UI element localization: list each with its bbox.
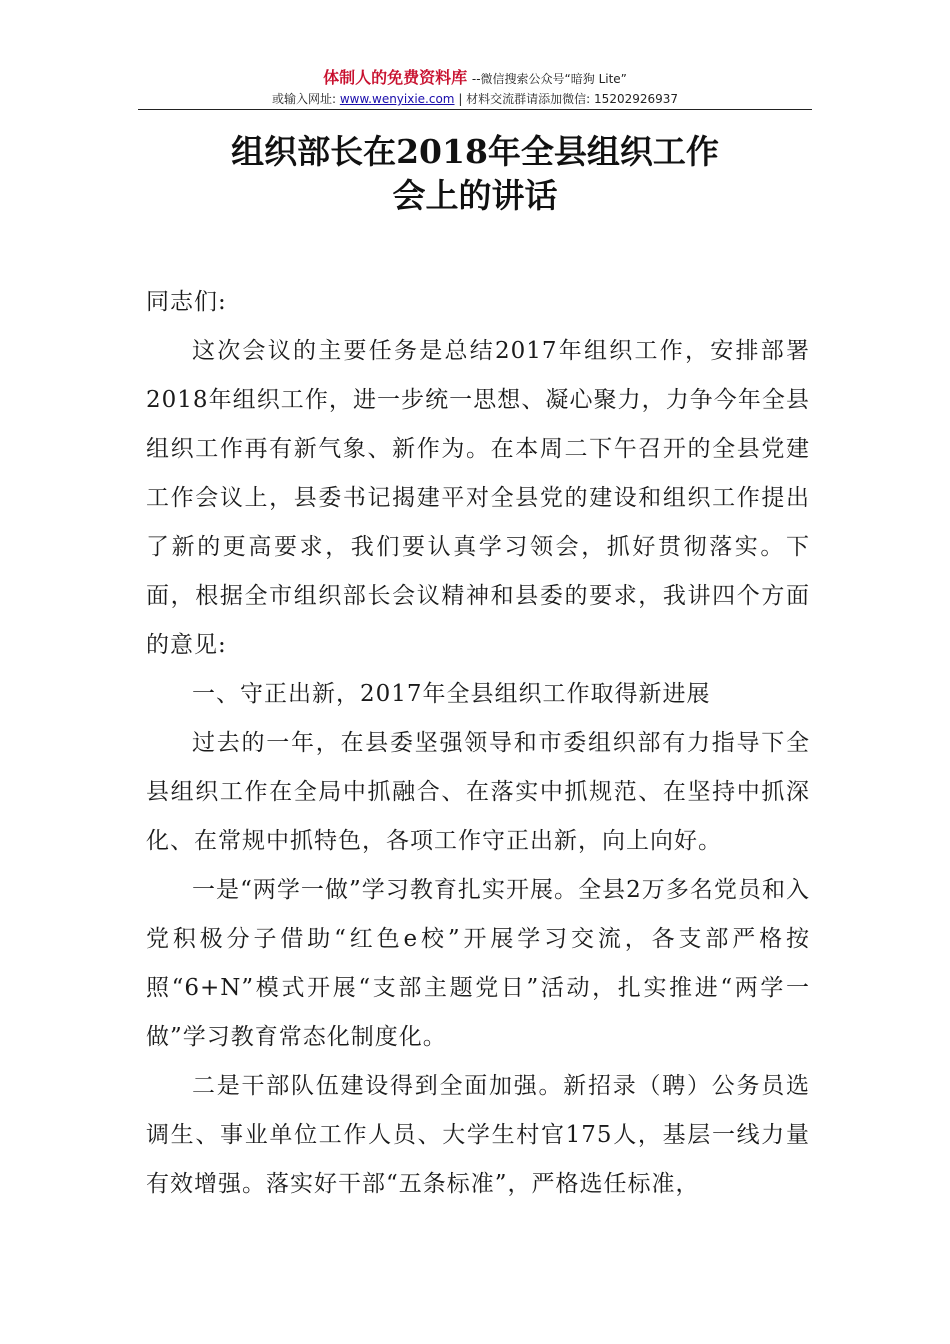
paragraph-point-1: 一是“两学一做”学习教育扎实开展。全县2万多名党员和入党积极分子借助“红色e校”开展学习交流，各支部严格按照“6+N”模式开展“支部主题党日”活动，扎实推进“两学一做”学习教育常态化制度化。	[146, 877, 810, 1050]
brand-name: 体制人的免费资料库	[323, 68, 468, 87]
header-contact-line	[138, 91, 812, 107]
paragraph-overview: 过去的一年，在县委坚强领导和市委组织部有力指导下全县组织工作在全局中抓融合、在落实中抓规范、在坚持中抓深化、在常规中抓特色，各项工作守正出新，向上向好。	[146, 730, 810, 854]
salutation: 同志们:	[146, 289, 227, 315]
wechat-note: --微信搜索公众号“暗狗 Lite”	[471, 72, 627, 86]
title-line-2: 会上的讲话	[392, 176, 558, 215]
section-heading-1: 一、守正出新，2017年全县组织工作取得新进展	[192, 681, 711, 707]
document-body	[146, 278, 810, 1209]
title-line-1: 组织部长在2018年全县组织工作	[231, 132, 719, 171]
header-divider	[138, 109, 812, 110]
header-banner	[138, 68, 812, 89]
paragraph-intro: 这次会议的主要任务是总结2017年组织工作，安排部署2018年组织工作，进一步统一思想、凝心聚力，力争今年全县组织工作再有新气象、新作为。在本周二下午召开的全县党建工作会议上，县委书记揭建平对全县党的建设和组织工作提出了新的更高要求，我们要认真学习领会，抓好贯彻落实。下面，根据全市组织部长会议精神和县委的要求，我讲四个方面的意见:	[146, 338, 810, 658]
paragraph-point-2: 二是干部队伍建设得到全面加强。新招录（聘）公务员选调生、事业单位工作人员、大学生村官175人，基层一线力量有效增强。落实好干部“五条标准”，严格选任标准，	[146, 1073, 810, 1197]
page-header	[138, 68, 812, 107]
contact-info: | 材料交流群请添加微信: 15202926937	[458, 92, 679, 106]
url-prefix: 或输入网址:	[271, 92, 337, 106]
document-title	[100, 130, 850, 218]
website-link[interactable]: www.wenyixie.com	[339, 92, 455, 106]
